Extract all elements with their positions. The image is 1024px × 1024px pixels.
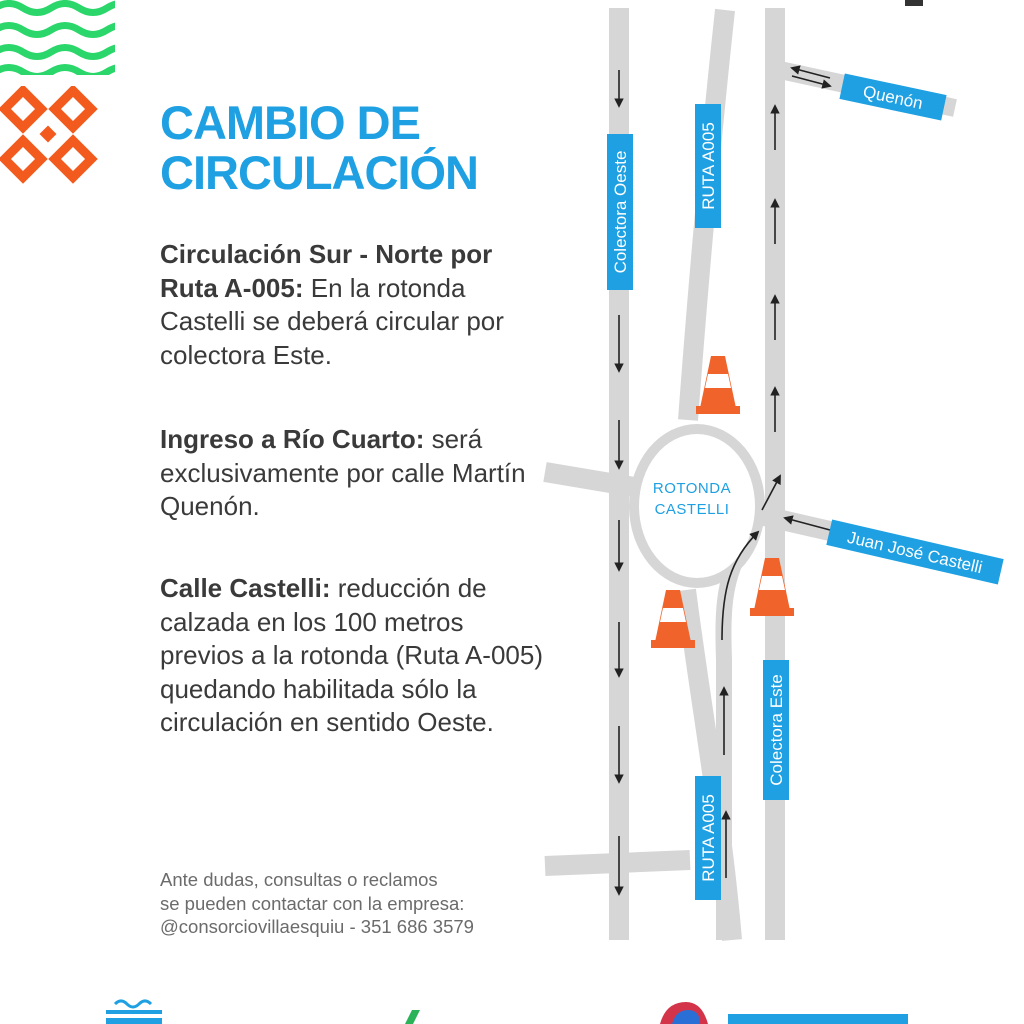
label-juan-jose-castelli [826, 520, 1003, 585]
label-quenon [839, 73, 946, 120]
label-colectora-este [763, 660, 789, 800]
svg-text:Juan José Castelli: Juan José Castelli [845, 527, 985, 578]
title-line-1: CAMBIO DE [160, 96, 420, 149]
svg-text:Colectora Oeste: Colectora Oeste [611, 150, 630, 274]
rotonda-label: CASTELLI [654, 501, 730, 518]
svg-text:Colectora Este: Colectora Este [767, 674, 786, 786]
svg-text:RUTA A005: RUTA A005 [699, 794, 718, 882]
info-heading: Calle Castelli: [160, 573, 331, 603]
cordoba-logo [660, 1002, 908, 1024]
contact-line-2: se pueden contactar con la empresa: [160, 892, 465, 914]
footer-logos [0, 990, 1024, 1024]
info-body: reducción de calzada en los 100 metros previos a la rotonda (Ruta A-005) quedando habilitada sólo la circulación en sentido Oeste. [160, 573, 543, 737]
rotonda-label: ROTONDA [652, 480, 732, 497]
contact-line-3: @consorciovillaesquiu - 351 686 3579 [160, 916, 474, 937]
municipality-logo [106, 1001, 162, 1024]
west-bottom-street-road [545, 860, 690, 866]
cropped-mark [905, 0, 923, 6]
info-body: será exclusivamente por calle Martín Quenón. [160, 424, 526, 521]
svg-text:Quenón: Quenón [861, 81, 925, 114]
svg-text:RUTA A005: RUTA A005 [699, 122, 718, 210]
traffic-cone-icon [750, 558, 794, 616]
info-heading: Ingreso a Río Cuarto: [160, 424, 425, 454]
info-heading: Circulación Sur - Norte por Ruta A-005: [160, 239, 493, 303]
contact-line-1: Ante dudas, consultas o reclamos [160, 869, 438, 890]
info-body: En la rotonda Castelli se deberá circular por colectora Este. [160, 272, 504, 370]
title-line-2: CIRCULACIÓN [160, 146, 478, 199]
label-ruta-a005-bottom [695, 776, 721, 900]
label-ruta-a005-top [695, 104, 721, 228]
traffic-cone-icon [696, 356, 740, 414]
logo-fragment [405, 1010, 420, 1024]
label-colectora-oeste [607, 134, 633, 290]
